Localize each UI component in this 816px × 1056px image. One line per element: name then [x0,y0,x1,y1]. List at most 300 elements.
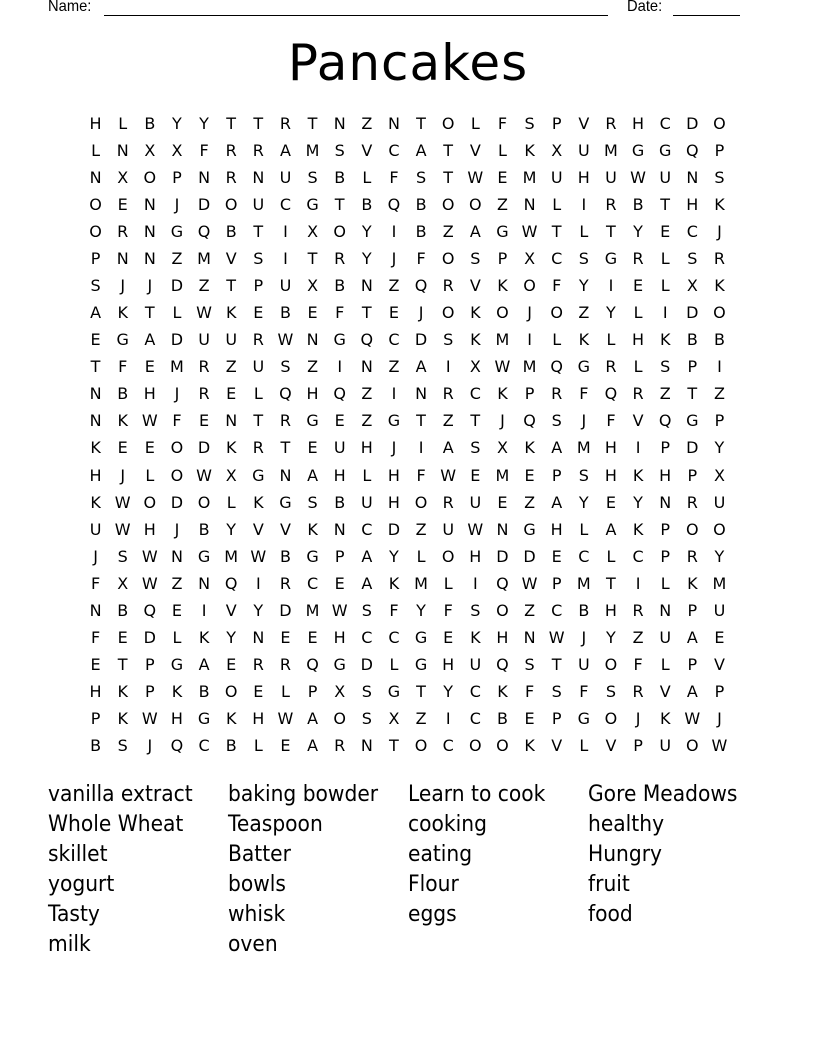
grid-letter: K [578,330,590,350]
grid-letter: J [174,519,180,539]
grid-letter: K [198,628,210,648]
grid-letter: U [659,167,672,187]
grid-letter: Z [225,357,237,377]
grid-letter: Y [361,248,372,268]
grid-letter: J [174,194,180,214]
grid-letter: P [551,113,562,133]
grid-letter: T [253,411,264,431]
grid-letter: D [523,546,536,566]
grid-letter: L [579,736,589,756]
grid-letter: K [117,303,128,323]
grid-letter: M [576,573,591,593]
grid-letter: Y [633,492,643,512]
grid-letter: T [470,411,481,431]
grid-letter: Q [197,221,211,241]
grid-letter: F [497,113,508,133]
grid-letter: O [143,492,157,512]
grid-letter: U [252,357,265,377]
word-list-item: fruit [588,872,630,897]
grid-letter: O [224,194,238,214]
grid-letter: Q [496,573,509,593]
grid-letter: G [577,357,591,377]
grid-letter: E [280,736,291,756]
name-label: Name: [48,0,92,15]
grid-letter: B [90,736,102,756]
grid-letter: N [116,140,129,160]
grid-letter: U [469,492,482,512]
grid-letter: K [659,330,671,350]
grid-letter: E [470,465,481,485]
grid-letter: D [387,519,401,539]
grid-letter: L [172,303,182,323]
grid-letter: P [714,140,725,160]
grid-letter: G [387,411,401,431]
grid-letter: P [687,655,698,675]
grid-letter: Q [550,357,563,377]
grid-letter: Q [604,384,618,404]
grid-letter: W [277,709,294,729]
grid-letter: Q [224,573,238,593]
grid-letter: X [144,140,156,160]
grid-letter: S [470,438,481,458]
grid-letter: D [414,330,428,350]
grid-letter: L [579,519,589,539]
grid-letter: K [225,303,237,323]
grid-letter: E [714,628,725,648]
grid-letter: Y [578,276,589,295]
grid-letter: L [416,546,426,566]
grid-letter: X [334,682,346,702]
grid-letter: N [360,736,373,756]
grid-letter: F [118,357,128,377]
grid-letter: F [443,600,453,620]
grid-letter: Z [388,357,400,377]
grid-letter: H [632,330,645,350]
grid-letter: E [524,465,535,485]
grid-letter: B [686,330,698,350]
grid-letter: W [548,628,565,648]
grid-letter: C [361,628,373,648]
grid-letter: Y [714,438,725,458]
grid-letter: T [90,357,101,377]
grid-letter: D [279,600,292,620]
grid-letter: M [197,248,211,268]
grid-letter: E [117,628,128,648]
grid-letter: X [469,357,481,377]
grid-letter: L [253,384,263,404]
grid-letter: W [141,573,158,593]
grid-letter: P [253,276,264,295]
grid-letter: W [467,519,484,539]
grid-letter: L [280,682,290,702]
grid-letter: W [467,167,484,187]
grid-letter: E [253,682,264,702]
grid-letter: W [114,492,131,512]
grid-letter: M [305,140,320,160]
grid-letter: U [577,140,590,160]
grid-letter: N [415,384,428,404]
grid-letter: A [415,140,427,160]
grid-letter: E [660,221,671,241]
grid-letter: S [117,736,128,756]
grid-letter: E [144,357,155,377]
grid-letter: U [550,167,563,187]
word-list-column [48,780,228,960]
grid-letter: B [415,194,427,214]
grid-letter: P [551,573,562,593]
grid-letter: V [469,140,481,160]
grid-letter: I [255,573,261,593]
grid-letter: A [469,221,481,241]
grid-letter: K [659,709,671,729]
grid-letter: R [252,655,264,675]
grid-letter: Q [658,411,672,431]
grid-letter: L [660,573,670,593]
grid-letter: A [361,546,373,566]
grid-letter: G [387,682,401,702]
grid-letter: H [143,384,156,404]
grid-letter: S [90,276,101,295]
grid-letter: R [442,384,454,404]
word-list-item: Hungry [588,842,663,867]
grid-letter: O [604,709,618,729]
grid-letter: J [717,221,722,241]
grid-letter: H [604,438,617,458]
grid-letter: R [279,573,291,593]
grid-letter: F [552,276,562,295]
grid-letter: Z [496,194,508,214]
grid-letter: S [443,330,454,350]
grid-letter: F [633,655,643,675]
grid-letter: M [414,573,428,593]
grid-letter: Y [361,221,372,241]
grid-letter: S [551,682,562,702]
grid-letter: O [604,655,618,675]
grid-letter: G [333,330,346,350]
grid-letter: L [579,221,589,241]
grid-letter: I [635,438,641,458]
grid-letter: C [361,519,373,539]
grid-letter: N [252,628,265,648]
grid-letter: O [170,438,184,458]
grid-letter: A [307,709,319,729]
grid-letter: S [687,248,698,268]
grid-letter: Y [606,303,616,323]
grid-letter: Z [524,492,536,512]
grid-letter: Z [415,709,427,729]
grid-letter: M [495,330,510,350]
grid-letter: G [306,411,319,431]
grid-letter: M [305,600,320,620]
grid-letter: T [117,655,128,675]
grid-letter: E [90,330,101,350]
grid-letter: H [604,465,617,485]
grid-letter: K [470,303,481,323]
grid-letter: F [416,248,426,268]
grid-letter: E [633,276,644,295]
grid-letter: L [660,248,670,268]
grid-letter: P [714,411,725,431]
grid-letter: M [576,438,591,458]
grid-letter: W [277,330,294,350]
grid-letter: M [522,167,537,187]
grid-letter: Q [306,655,319,675]
grid-letter: B [334,492,346,512]
word-list-item: eating [408,842,473,867]
grid-letter: U [469,655,482,675]
grid-letter: R [605,113,617,133]
grid-letter: A [307,736,319,756]
grid-letter: L [606,330,616,350]
grid-letter: Y [443,682,454,702]
grid-letter: K [632,519,644,539]
grid-letter: O [414,492,428,512]
grid-letter: R [252,330,264,350]
grid-letter: I [472,573,478,593]
grid-letter: K [497,682,508,702]
grid-letter: L [91,140,101,160]
grid-letter: H [387,492,400,512]
grid-letter: Z [361,411,373,431]
grid-letter: B [361,194,373,214]
grid-letter: H [89,465,102,485]
grid-letter: V [632,411,644,431]
grid-letter: T [687,384,698,404]
grid-letter: N [360,357,373,377]
grid-letter: D [197,194,211,214]
grid-letter: W [684,709,701,729]
grid-letter: Z [442,411,454,431]
grid-letter: N [523,194,536,214]
grid-letter: E [497,167,508,187]
grid-letter: B [225,736,237,756]
grid-letter: E [280,628,291,648]
grid-letter: I [445,709,451,729]
grid-letter: G [333,655,346,675]
grid-letter: Q [170,736,184,756]
grid-letter: P [687,465,698,485]
grid-letter: O [469,194,482,214]
grid-letter: C [388,330,400,350]
grid-letter: C [469,709,481,729]
grid-letter: X [388,709,400,729]
word-list-column [408,780,588,960]
grid-letter: Z [361,384,373,404]
grid-letter: O [333,221,346,241]
word-list-item: Gore Meadows [588,782,738,807]
grid-letter: G [197,546,211,566]
grid-letter: K [524,736,535,756]
grid-letter: S [361,600,372,620]
grid-letter: O [550,303,563,323]
grid-letter: Y [389,546,399,566]
grid-letter: O [143,167,157,187]
word-list-item: bowls [228,872,286,897]
grid-letter: U [279,276,292,295]
grid-letter: P [660,438,671,458]
grid-letter: L [552,330,562,350]
grid-letter: C [659,113,671,133]
grid-letter: B [632,194,644,214]
grid-letter: N [360,276,373,295]
grid-letter: Z [415,519,427,539]
grid-letter: F [389,167,399,187]
grid-letter: G [197,709,211,729]
grid-letter: I [662,303,668,323]
grid-letter: U [252,194,265,214]
grid-letter: A [198,655,210,675]
grid-letter: L [118,113,128,133]
grid-letter: S [470,600,481,620]
date-blank-line [673,15,740,16]
grid-letter: J [581,411,587,431]
grid-letter: M [522,357,537,377]
grid-letter: P [551,465,562,485]
grid-letter: N [279,465,292,485]
grid-letter: D [360,655,373,675]
grid-letter: G [279,492,292,512]
grid-letter: F [90,573,101,593]
grid-letter: T [253,113,264,133]
grid-letter: K [117,411,128,431]
grid-letter: U [713,492,726,512]
grid-letter: G [686,411,699,431]
grid-letter: J [174,384,180,404]
grid-letter: R [334,248,346,268]
grid-letter: K [388,573,400,593]
grid-letter: O [496,736,509,756]
grid-letter: H [252,709,265,729]
grid-letter: Y [578,492,589,512]
grid-letter: D [496,546,509,566]
grid-letter: E [144,438,155,458]
grid-letter: N [198,167,211,187]
grid-letter: T [443,140,454,160]
grid-letter: J [418,303,424,323]
grid-letter: O [333,709,346,729]
grid-letter: V [279,519,291,539]
grid-letter: R [632,600,644,620]
grid-letter: R [686,492,698,512]
grid-letter: X [686,276,698,295]
grid-letter: M [604,140,618,160]
grid-letter: J [391,438,397,458]
grid-letter: H [632,113,645,133]
grid-letter: Z [171,248,183,268]
grid-letter: N [198,573,211,593]
grid-letter: P [90,248,101,268]
grid-letter: U [713,600,726,620]
grid-letter: S [524,113,535,133]
grid-letter: O [224,682,238,702]
grid-letter: W [141,546,158,566]
grid-letter: E [307,628,318,648]
grid-letter: N [143,248,156,268]
grid-letter: T [334,194,345,214]
grid-letter: J [391,248,397,268]
grid-letter: D [170,330,184,350]
grid-letter: Y [199,113,209,133]
word-list-item: Flour [408,872,459,897]
grid-letter: Q [279,384,292,404]
grid-letter: P [307,682,318,702]
grid-letter: Z [632,628,644,648]
grid-letter: M [712,573,727,593]
grid-letter: I [635,573,641,593]
grid-letter: H [360,438,373,458]
grid-letter: A [307,465,319,485]
word-list-item: skillet [48,842,108,867]
grid-letter: G [631,140,645,160]
grid-letter: P [551,709,562,729]
grid-letter: N [143,221,156,241]
grid-letter: N [686,167,699,187]
grid-letter: H [306,384,319,404]
grid-letter: R [551,384,563,404]
grid-letter: A [144,330,156,350]
grid-letter: A [442,438,454,458]
grid-letter: O [713,519,726,539]
grid-letter: P [172,167,182,187]
grid-letter: I [201,600,207,620]
grid-letter: K [632,465,644,485]
grid-letter: R [225,140,237,160]
grid-letter: W [196,303,212,323]
grid-letter: R [279,655,291,675]
grid-letter: T [307,113,318,133]
grid-letter: B [225,221,237,241]
grid-letter: Q [360,330,374,350]
grid-letter: K [171,682,183,702]
grid-letter: X [307,276,319,295]
grid-letter: U [89,519,102,539]
grid-letter: J [581,628,587,648]
grid-letter: A [551,492,563,512]
grid-letter: L [226,492,236,512]
grid-letter: W [196,465,212,485]
grid-letter: B [496,709,508,729]
grid-letter: R [713,248,725,268]
grid-letter: H [604,600,617,620]
grid-letter: J [635,709,641,729]
grid-letter: V [225,600,237,620]
grid-letter: N [496,519,509,539]
grid-letter: C [578,546,590,566]
grid-letter: D [197,438,211,458]
grid-letter: L [362,167,372,187]
grid-letter: L [497,140,507,160]
grid-letter: Y [714,546,725,566]
grid-letter: C [632,546,644,566]
grid-letter: Y [633,221,643,241]
grid-letter: E [117,194,128,214]
word-list [48,780,768,960]
grid-letter: K [470,628,481,648]
grid-letter: O [441,546,455,566]
grid-letter: A [415,357,427,377]
grid-letter: E [226,384,237,404]
word-list-item: eggs [408,902,457,927]
grid-letter: N [306,330,319,350]
grid-letter: V [361,140,373,160]
grid-letter: S [524,655,535,675]
grid-letter: O [170,465,184,485]
grid-letter: T [144,303,155,323]
grid-letter: P [687,357,698,377]
grid-letter: O [89,194,102,214]
grid-letter: N [143,194,156,214]
grid-letter: H [469,546,482,566]
